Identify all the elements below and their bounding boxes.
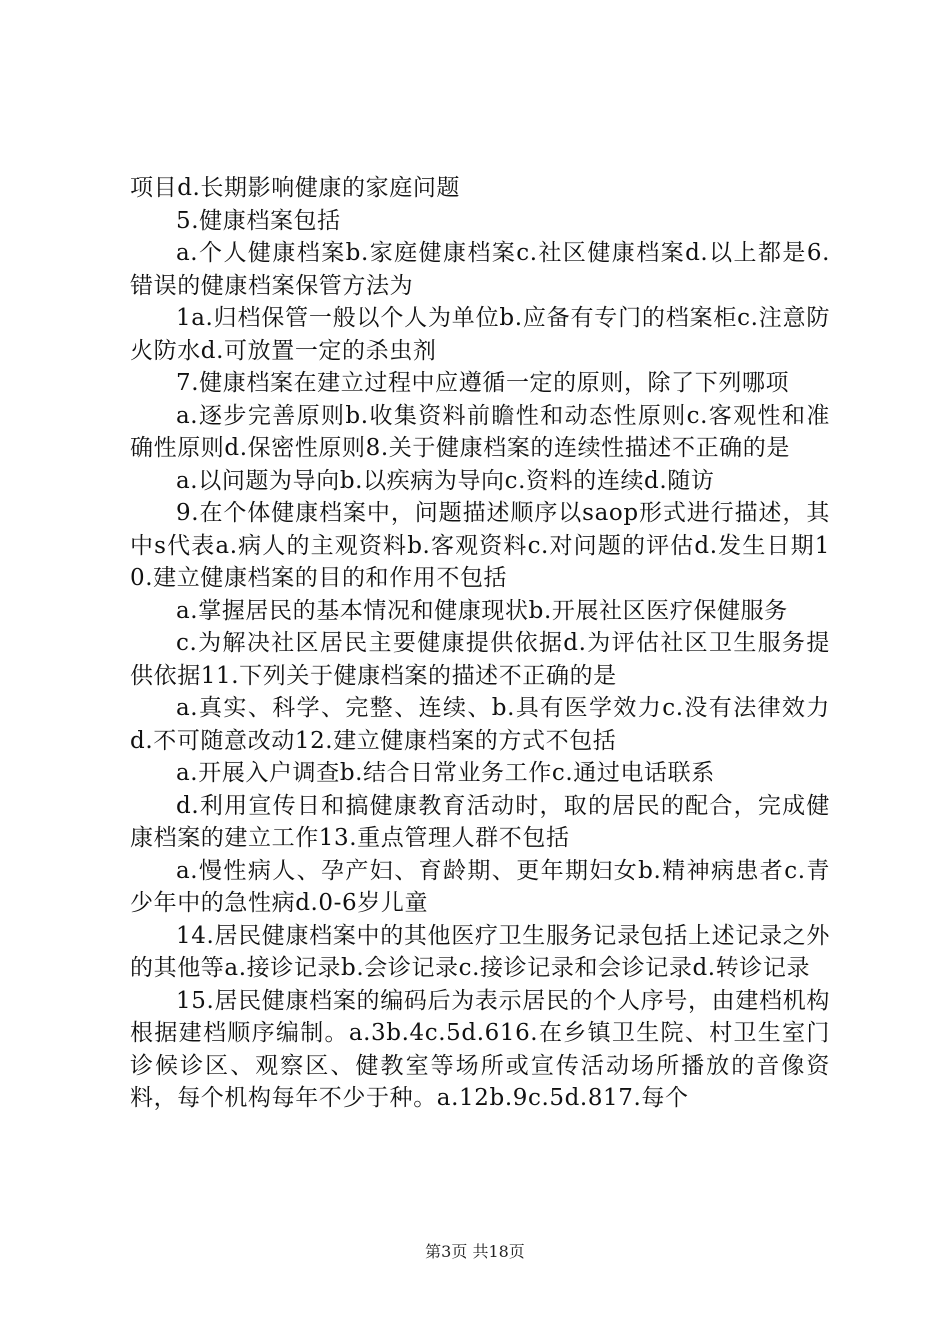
- paragraph-3: a.个人健康档案b.家庭健康档案c.社区健康档案d.以上都是6.错误的健康档案保管方法为: [130, 240, 830, 299]
- paragraph-9: a.掌握居民的基本情况和健康现状b.开展社区医疗保健服务: [176, 597, 788, 624]
- paragraph-12: a.开展入户调查b.结合日常业务工作c.通过电话联系: [176, 760, 715, 786]
- paragraph-7: a.以问题为导向b.以疾病为导向c.资料的连续d.随访: [176, 467, 715, 494]
- page-number-footer: 第3页 共18页: [425, 1242, 525, 1261]
- paragraph-5: 7.健康档案在建立过程中应遵循一定的原则，除了下列哪项: [176, 370, 790, 396]
- paragraph-11: a.真实、科学、完整、连续、b.具有医学效力c.没有法律效力d.不可随意改动12.建立健康档案的方式不包括: [130, 695, 830, 754]
- paragraph-8: 9.在个体健康档案中，问题描述顺序以saop形式进行描述，其中s代表a.病人的主观资料b.客观资料c.对问题的评估d.发生日期10.建立健康档案的目的和作用不包括: [130, 500, 830, 591]
- paragraph-2: 5.健康档案包括: [176, 207, 341, 234]
- paragraph-16: 15.居民健康档案的编码后为表示居民的个人序号，由建档机构根据建档顺序编制。a.3b.4c.5d.616.在乡镇卫生院、村卫生室门诊候诊区、观察区、健教室等场所或宣传活动场所播放的音像资料，每个机构每年不少于种。a.12b.9c.5d.817.每个: [130, 987, 830, 1111]
- paragraph-14: a.慢性病人、孕产妇、育龄期、更年期妇女b.精神病患者c.青少年中的急性病d.0-6岁儿童: [130, 857, 830, 916]
- document-body: [130, 172, 830, 1115]
- paragraph-13: d.利用宣传日和搞健康教育活动时，取的居民的配合，完成健康档案的建立工作13.重点管理人群不包括: [130, 792, 830, 851]
- paragraph-10: c.为解决社区居民主要健康提供依据d.为评估社区卫生服务提供依据11.下列关于健康档案的描述不正确的是: [130, 630, 830, 689]
- paragraph-1: 项目d.长期影响健康的家庭问题: [130, 175, 461, 201]
- paragraph-6: a.逐步完善原则b.收集资料前瞻性和动态性原则c.客观性和准确性原则d.保密性原则8.关于健康档案的连续性描述不正确的是: [130, 402, 830, 461]
- paragraph-15: 14.居民健康档案中的其他医疗卫生服务记录包括上述记录之外的其他等a.接诊记录b.会诊记录c.接诊记录和会诊记录d.转诊记录: [130, 922, 830, 981]
- paragraph-4: 1a.归档保管一般以个人为单位b.应备有专门的档案柜c.注意防火防水d.可放置一定的杀虫剂: [130, 305, 830, 364]
